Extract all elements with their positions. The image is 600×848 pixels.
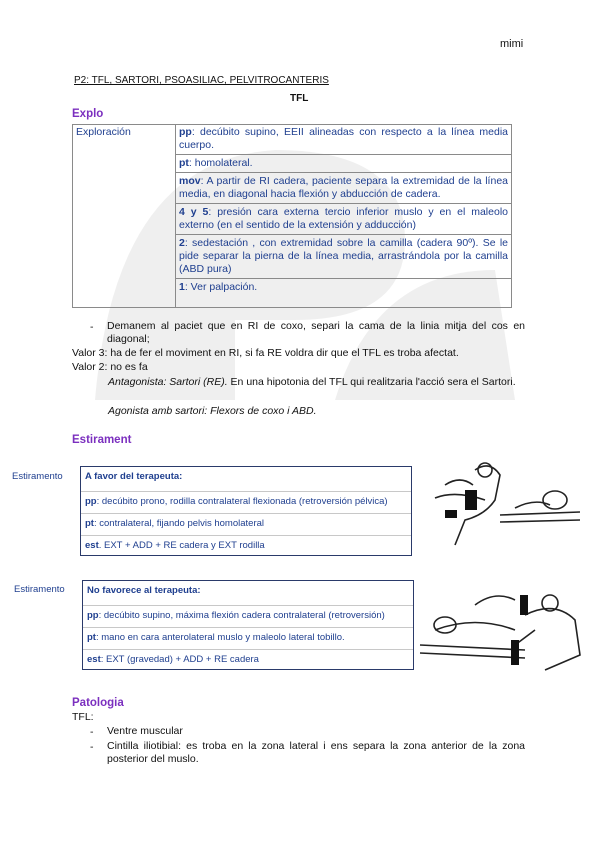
patologia-item-1: Ventre muscular (107, 725, 183, 737)
stretch2-row-pt: pt: mano en cara anterolateral muslo y maleolo lateral tobillo. (83, 627, 413, 648)
agonista-text: Agonista amb sartori: Flexors de coxo i ABD. (108, 405, 317, 417)
stretch2-illustration (415, 585, 590, 680)
antagonista-paragraph (72, 376, 525, 389)
antagonista-label: Antagonista: Sartori (RE). (108, 376, 228, 388)
stretch2-row-pp: pp: decúbito supino, máxima flexión cadera contralateral (retroversión) (83, 605, 413, 626)
explo-row-4y5: 4 y 5: presión cara externa tercio inferior muslo y en el maleolo externo (en el sentido de la extensión y adducción) (179, 206, 508, 231)
stretch1-title: A favor del terapeuta: (85, 471, 183, 482)
stretch2-box (82, 580, 414, 670)
antagonista-text: En una hipotonia del TFL qui realitzaria l'acció sera el Sartori. (227, 376, 516, 388)
explo-row-pp: pp: decúbito supino, EEII alineadas con respecto a la línea media cuerpo. (179, 126, 508, 151)
stretch1-row-pp: pp: decúbito prono, rodilla contralateral flexionada (retroversión pélvica) (81, 491, 411, 512)
valor2-text: Valor 2: no es fa (72, 361, 148, 373)
stretch1-label: Estiramento (12, 471, 63, 482)
stretch1-row-est: est. EXT + ADD + RE cadera y EXT rodilla (81, 535, 411, 556)
bullet-dash: - (90, 741, 94, 753)
document-title: P2: TFL, SARTORI, PSOASILIAC, PELVITROCANTERIS (74, 75, 329, 86)
stretch1-box (80, 466, 412, 556)
explo-row-1: 1: Ver palpación. (179, 281, 258, 293)
section-heading-patologia: Patologia (72, 697, 124, 709)
bullet-dash: - (90, 726, 94, 738)
bullet-demanem: Demanem al paciet que en RI de coxo, separi la cama de la linia mitja del cos en diagonal; (107, 320, 525, 345)
bullet-dash: - (90, 321, 94, 333)
exploration-table (72, 124, 512, 308)
document-subtitle: TFL (290, 93, 309, 104)
stretch1-row-pt: pt: contralateral, fijando pelvis homolateral (81, 513, 411, 534)
explo-row-2: 2: sedestación , con extremidad sobre la camilla (cadera 90º). Se le pide separar la pierna de la línea media, arrastrándola por la camilla (ABD pura) (179, 237, 508, 275)
stretch2-title: No favorece al terapeuta: (87, 585, 201, 596)
stretch1-illustration (415, 460, 585, 550)
section-heading-explo: Explo (72, 108, 104, 120)
explo-row-mov: mov: A partir de RI cadera, paciente separa la extremidad de la línea media, en diagonal hacia flexión y abducción de cadera. (179, 175, 508, 200)
stretch2-row-est: est: EXT (gravedad) + ADD + RE cadera (83, 649, 413, 670)
page-header-label: mimi (500, 38, 524, 50)
valor3-text: Valor 3: ha de fer el moviment en RI, si fa RE voldra dir que el TFL es troba afectat. (72, 347, 459, 359)
stretch2-label: Estiramento (14, 584, 65, 595)
patologia-item-2: Cintilla iliotibial: es troba en la zona lateral i ens separa la zona anterior de la zona posterior del muslo. (107, 740, 525, 765)
patologia-subheading: TFL: (72, 711, 94, 723)
exploration-label: Exploración (73, 125, 176, 308)
explo-row-pt: pt: homolateral. (179, 157, 253, 169)
exploration-content (176, 125, 512, 308)
section-heading-estirament: Estirament (72, 434, 132, 446)
